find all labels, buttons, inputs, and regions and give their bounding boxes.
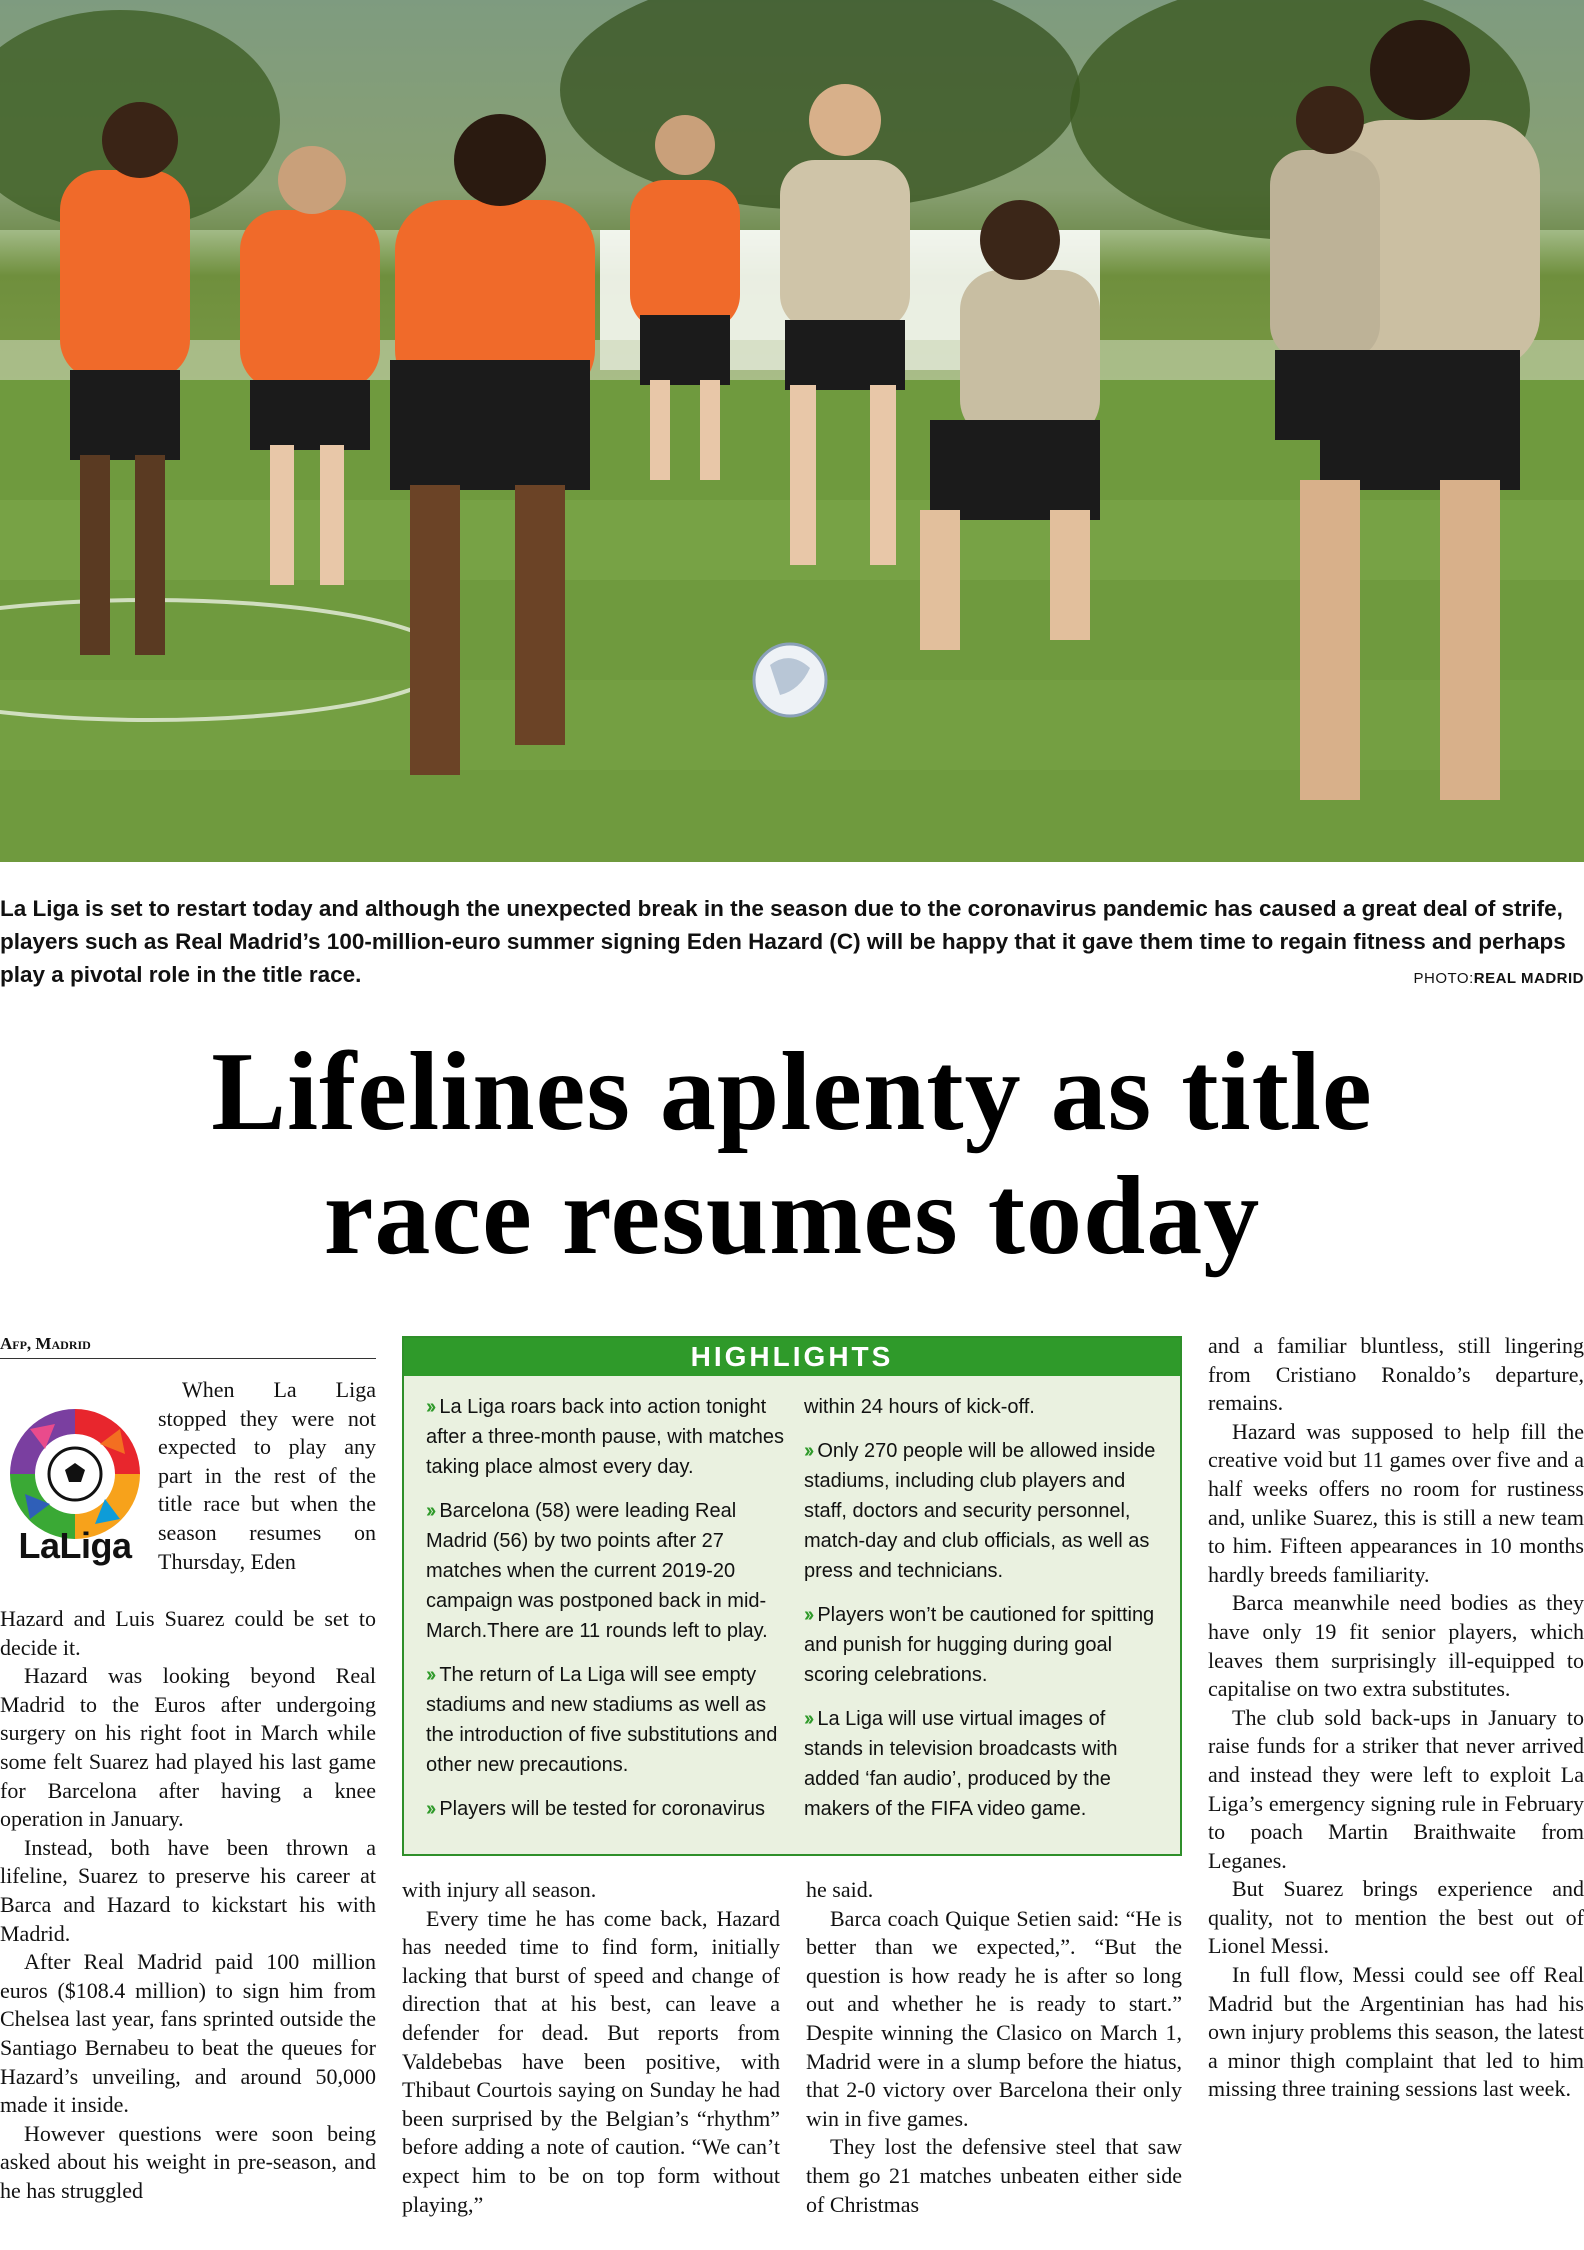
article-paragraph: Hazard was supposed to help fill the creative void but 11 games over five and a half weeks offers no room for rustiness and, unlike Suarez, this is still a new team to him. Fifteen appearances in 10 months hardly breeds familiarity. <box>1208 1418 1584 1587</box>
article-col1-intro <box>158 1376 376 1576</box>
double-chevron-icon: ›› <box>804 1604 812 1626</box>
highlight-item: ›› La Liga roars back into action tonight after a three-month pause, with matches taking place almost every day. <box>426 1396 784 1478</box>
training-photo <box>0 0 1584 862</box>
highlights-box <box>402 1336 1182 1856</box>
article-paragraph: In full flow, Messi could see off Real Madrid but the Argentinian has had his own injury problems this season, the latest a minor thigh complaint that led to him missing three training sessions last week. <box>1208 1962 1584 2102</box>
headline <box>0 1030 1584 1278</box>
article-paragraph: Instead, both have been thrown a lifeline, Suarez to preserve his career at Barca and Hazard to kickstart his with Madrid. <box>0 1834 376 1946</box>
highlight-item: ›› Players won’t be cautioned for spitting and punish for hugging during goal scoring celebrations. <box>804 1604 1155 1686</box>
article-paragraph: However questions were soon being asked about his weight in pre-season, and he has struggled <box>0 2120 376 2203</box>
highlight-item: ›› La Liga will use virtual images of stands in television broadcasts with added ‘fan audio’, produced by the makers of the FIFA video game. <box>804 1708 1118 1820</box>
photo-credit-label: PHOTO: <box>1413 970 1474 987</box>
highlight-item: ›› Players will be tested for coronavirus <box>426 1798 766 1820</box>
headline-line-2: race resumes today <box>323 1154 1261 1278</box>
highlight-item: ›› Only 270 people will be allowed inside stadiums, including club players and staff, doctors and security personnel, match-day and club officials, as well as press and technicians. <box>804 1440 1156 1582</box>
article-paragraph: Barca meanwhile need bodies as they have only 19 fit senior players, which leaves them surprisingly ill-equipped to capitalise on two extra substitutes. <box>1208 1590 1584 1702</box>
article-col4 <box>1208 1332 1584 2104</box>
article-paragraph: Every time he has come back, Hazard has needed time to find form, initially lacking that burst of speed and change of direction that at his best, can leave a defender for dead. But reports from Valdebebas have been positive, with Thibaut Courtois saying on Sunday he had been surprised by the Belgian’s “rhythm” before adding a note of caution. “We can’t expect him to be on top form without playing,” <box>402 1905 780 2217</box>
article-paragraph: When La Liga stopped they were not expected to play any part in the rest of the title race but when the season resumes on Thursday, Eden <box>158 1377 376 1574</box>
article-col1 <box>0 1605 376 2205</box>
article-paragraph: The club sold back-ups in January to raise funds for a striker that never arrived and instead they were left to exploit La Liga’s emergency signing rule in February to poach Martin Braithwaite from Leganes. <box>1208 1704 1584 1873</box>
double-chevron-icon: ›› <box>426 1396 434 1418</box>
article-paragraph: Hazard was looking beyond Real Madrid to the Euros after undergoing surgery on his right foot in March while some felt Suarez had played his last game for Barcelona after having a knee operation in January. <box>0 1663 376 1832</box>
highlights-left-column <box>426 1392 786 1838</box>
article-paragraph: After Real Madrid paid 100 million euros ($108.4 million) to sign him from Chelsea last year, fans sprinted outside the Santiago Bernabeu to beat the queues for Hazard’s unveiling, and around 50,000 made it inside. <box>0 1949 376 2118</box>
article-paragraph: Barca coach Quique Setien said: “He is better than we expected,”. “But the question is how ready he is after so long out and whether he is ready to start.” Despite winning the Clasico on March 1, Madrid were in a slump before the hiatus, that 2-0 victory over Barcelona their only win in five games. <box>806 1905 1182 2131</box>
double-chevron-icon: ›› <box>426 1664 434 1686</box>
double-chevron-icon: ›› <box>804 1440 812 1462</box>
photo-caption: La Liga is set to restart today and although the unexpected break in the season due to the coronavirus pandemic has caused a great deal of strife, players such as Real Madrid’s 100-million-euro summer signing Eden Hazard (C) will be happy that it gave them time to regain fitness and perhaps play a pivotal role in the title race. <box>0 896 1566 987</box>
article-paragraph: he said. <box>806 1877 874 1902</box>
article-paragraph: with injury all season. <box>402 1877 597 1902</box>
double-chevron-icon: ›› <box>426 1500 434 1522</box>
double-chevron-icon: ›› <box>426 1798 434 1820</box>
byline: Afp, Madrid <box>0 1334 376 1359</box>
article-paragraph: and a familiar bluntless, still lingering from Cristiano Ronaldo’s departure, remains. <box>1208 1333 1584 1416</box>
headline-line-1: Lifelines aplenty as title <box>211 1030 1373 1154</box>
double-chevron-icon: ›› <box>804 1708 812 1730</box>
highlight-continuation: within 24 hours of kick-off. <box>804 1396 1035 1418</box>
laliga-wordmark: LaLiga <box>18 1525 132 1566</box>
photo-credit <box>1414 970 1584 987</box>
photo-credit-source: REAL MADRID <box>1473 970 1584 987</box>
article-paragraph: Hazard and Luis Suarez could be set to decide it. <box>0 1606 376 1660</box>
highlights-title: HIGHLIGHTS <box>404 1338 1180 1376</box>
highlights-right-column <box>804 1392 1164 1838</box>
highlight-item: ›› The return of La Liga will see empty stadiums and new stadiums as well as the introduction of five substitutions and other new precautions. <box>426 1664 778 1776</box>
article-col2 <box>402 1876 780 2219</box>
article-paragraph: But Suarez brings experience and quality, not to mention the best out of Lionel Messi. <box>1208 1876 1584 1959</box>
article-col3 <box>806 1876 1182 2219</box>
highlight-item: ›› Barcelona (58) were leading Real Madrid (56) by two points after 27 matches when the current 2019-20 campaign was postponed back in mid-March.There are 11 rounds left to play. <box>426 1500 768 1642</box>
photo-illustration <box>0 0 1584 862</box>
article-paragraph: They lost the defensive steel that saw them go 21 matches unbeaten either side of Christmas <box>806 2134 1182 2217</box>
